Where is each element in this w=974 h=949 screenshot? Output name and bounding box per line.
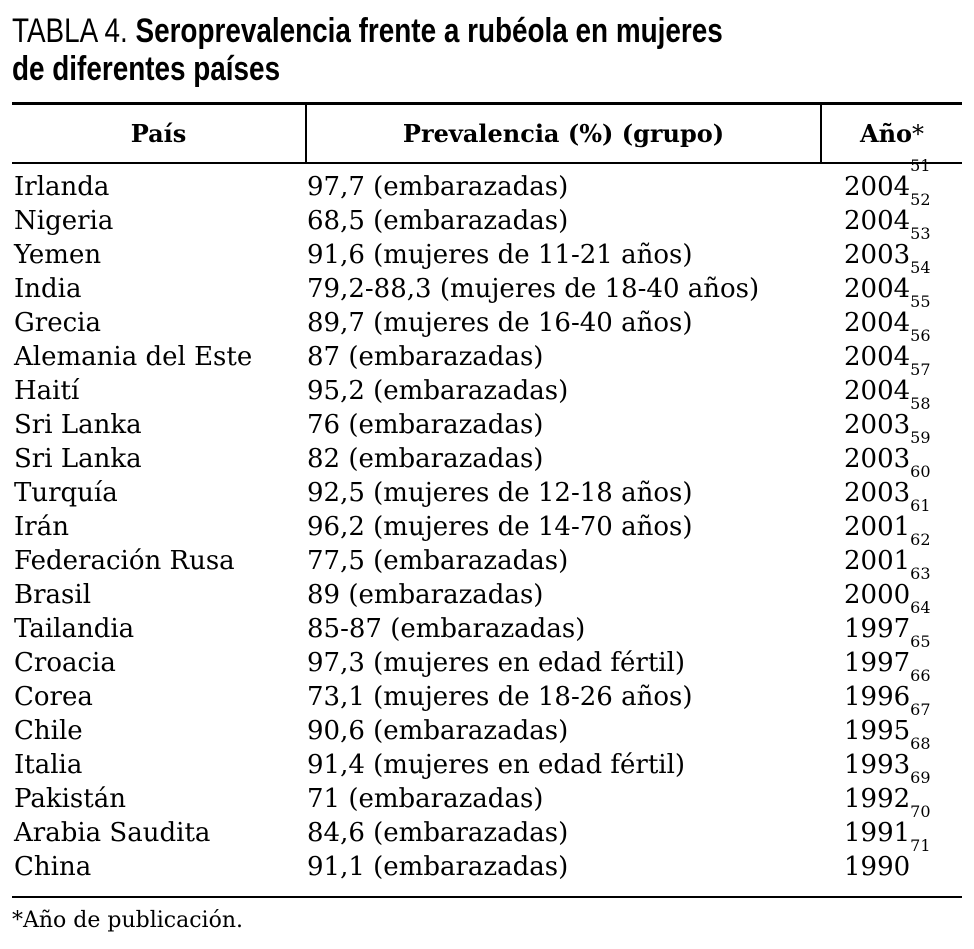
- table-row: [0, 326, 974, 374]
- cell-prevalence: 97,7 (embarazadas): [307, 172, 569, 202]
- year-value: 1990: [844, 852, 911, 882]
- table-row: [0, 700, 974, 748]
- reference-number: 67: [910, 700, 931, 719]
- table-row: [0, 462, 974, 510]
- table-body: [0, 156, 974, 884]
- cell-country: Irlanda: [14, 172, 110, 202]
- reference-number: 55: [910, 292, 931, 311]
- year-value: 2003: [844, 410, 911, 440]
- table-row: [0, 598, 974, 646]
- cell-prevalence: 73,1 (mujeres de 18-26 años): [307, 682, 693, 712]
- year-value: 2004: [844, 342, 911, 372]
- cell-country: Italia: [14, 750, 83, 780]
- table-row: [0, 802, 974, 850]
- year-value: 2004: [844, 206, 911, 236]
- cell-country: Turquía: [14, 478, 118, 508]
- reference-number: 59: [910, 428, 931, 447]
- year-value: 2004: [844, 376, 911, 406]
- year-value: 1997: [844, 614, 911, 644]
- header-year: [822, 116, 962, 152]
- table-row: [0, 394, 974, 442]
- cell-country: Yemen: [14, 240, 102, 270]
- cell-prevalence: 87 (embarazadas): [307, 342, 544, 372]
- table-row: [0, 360, 974, 408]
- cell-country: Federación Rusa: [14, 546, 235, 576]
- year-value: 2004: [844, 308, 911, 338]
- year-value: 1996: [844, 682, 911, 712]
- cell-country: Nigeria: [14, 206, 114, 236]
- header-country: País: [130, 119, 187, 148]
- cell-prevalence: 77,5 (embarazadas): [307, 546, 569, 576]
- header-bottom-rule: [12, 162, 962, 164]
- cell-prevalence: 76 (embarazadas): [307, 410, 544, 440]
- reference-number: 51: [910, 156, 931, 175]
- table-row: [0, 768, 974, 816]
- reference-number: 70: [910, 802, 931, 821]
- cell-prevalence: 85-87 (embarazadas): [307, 614, 586, 644]
- table-row: [0, 666, 974, 714]
- cell-prevalence: 97,3 (mujeres en edad fértil): [307, 648, 686, 678]
- cell-year: [844, 836, 931, 884]
- year-value: 2004: [844, 274, 911, 304]
- cell-prevalence: 91,6 (mujeres de 11-21 años): [307, 240, 693, 270]
- header-year-label: Año: [859, 119, 913, 148]
- cell-prevalence: 84,6 (embarazadas): [307, 818, 569, 848]
- reference-number: 54: [910, 258, 931, 277]
- reference-number: 69: [910, 768, 931, 787]
- year-value: 2001: [844, 512, 911, 542]
- header-year-marker: *: [912, 120, 925, 148]
- title-line-1: [12, 12, 791, 50]
- year-value: 2001: [844, 546, 911, 576]
- table-row: [0, 564, 974, 612]
- cell-country: India: [14, 274, 82, 304]
- title-text-line-2: de diferentes países: [12, 50, 281, 88]
- cell-prevalence: 91,1 (embarazadas): [307, 852, 569, 882]
- cell-prevalence: 89,7 (mujeres de 16-40 años): [307, 308, 693, 338]
- header-prevalence: Prevalencia (%) (grupo): [402, 119, 725, 148]
- reference-number: 53: [910, 224, 931, 243]
- year-value: 2003: [844, 444, 911, 474]
- table-row: [0, 258, 974, 306]
- cell-prevalence: 68,5 (embarazadas): [307, 206, 569, 236]
- reference-number: 63: [910, 564, 931, 583]
- table-row: [0, 734, 974, 782]
- table-row: [0, 156, 974, 204]
- reference-number: 71: [910, 836, 931, 855]
- year-value: 2003: [844, 478, 911, 508]
- table-row: [0, 496, 974, 544]
- table-label: TABLA 4.: [12, 12, 128, 50]
- cell-prevalence: 96,2 (mujeres de 14-70 años): [307, 512, 693, 542]
- cell-prevalence: 89 (embarazadas): [307, 580, 544, 610]
- cell-prevalence: 90,6 (embarazadas): [307, 716, 569, 746]
- cell-country: Pakistán: [14, 784, 126, 814]
- reference-number: 60: [910, 462, 931, 481]
- year-value: 1995: [844, 716, 911, 746]
- cell-prevalence: 71 (embarazadas): [307, 784, 544, 814]
- table-row: [0, 428, 974, 476]
- cell-prevalence: 82 (embarazadas): [307, 444, 544, 474]
- year-value: 1992: [844, 784, 911, 814]
- cell-country: Brasil: [14, 580, 92, 610]
- table-title: [12, 12, 791, 88]
- table-row: [0, 224, 974, 272]
- cell-country: Sri Lanka: [14, 444, 142, 474]
- title-text-line-1: Seroprevalencia frente a rubéola en mujeres: [135, 12, 723, 50]
- cell-country: Croacia: [14, 648, 116, 678]
- cell-country: Corea: [14, 682, 93, 712]
- reference-number: 65: [910, 632, 931, 651]
- cell-country: Haití: [14, 376, 80, 406]
- year-value: 1997: [844, 648, 911, 678]
- year-value: 2000: [844, 580, 911, 610]
- reference-number: 64: [910, 598, 931, 617]
- reference-number: 61: [910, 496, 931, 515]
- cell-country: China: [14, 852, 92, 882]
- table-row: [0, 530, 974, 578]
- table-row: [0, 836, 974, 884]
- cell-country: Arabia Saudita: [14, 818, 211, 848]
- cell-prevalence: 92,5 (mujeres de 12-18 años): [307, 478, 693, 508]
- year-value: 2003: [844, 240, 911, 270]
- cell-prevalence: 91,4 (mujeres en edad fértil): [307, 750, 686, 780]
- cell-country: Chile: [14, 716, 83, 746]
- year-value: 1993: [844, 750, 911, 780]
- table-row: [0, 632, 974, 680]
- table-row: [0, 190, 974, 238]
- table-row: [0, 292, 974, 340]
- reference-number: 57: [910, 360, 931, 379]
- footnote: *Año de publicación.: [12, 908, 243, 933]
- reference-number: 56: [910, 326, 931, 345]
- table-bottom-rule: [12, 896, 962, 898]
- cell-prevalence: 79,2-88,3 (mujeres de 18-40 años): [307, 274, 760, 304]
- reference-number: 52: [910, 190, 931, 209]
- cell-country: Tailandia: [14, 614, 135, 644]
- year-value: 1991: [844, 818, 911, 848]
- reference-number: 58: [910, 394, 931, 413]
- cell-country: Irán: [14, 512, 69, 542]
- cell-country: Alemania del Este: [14, 342, 253, 372]
- cell-country: Grecia: [14, 308, 101, 338]
- year-value: 2004: [844, 172, 911, 202]
- reference-number: 68: [910, 734, 931, 753]
- reference-number: 62: [910, 530, 931, 549]
- cell-country: Sri Lanka: [14, 410, 142, 440]
- reference-number: 66: [910, 666, 931, 685]
- cell-prevalence: 95,2 (embarazadas): [307, 376, 569, 406]
